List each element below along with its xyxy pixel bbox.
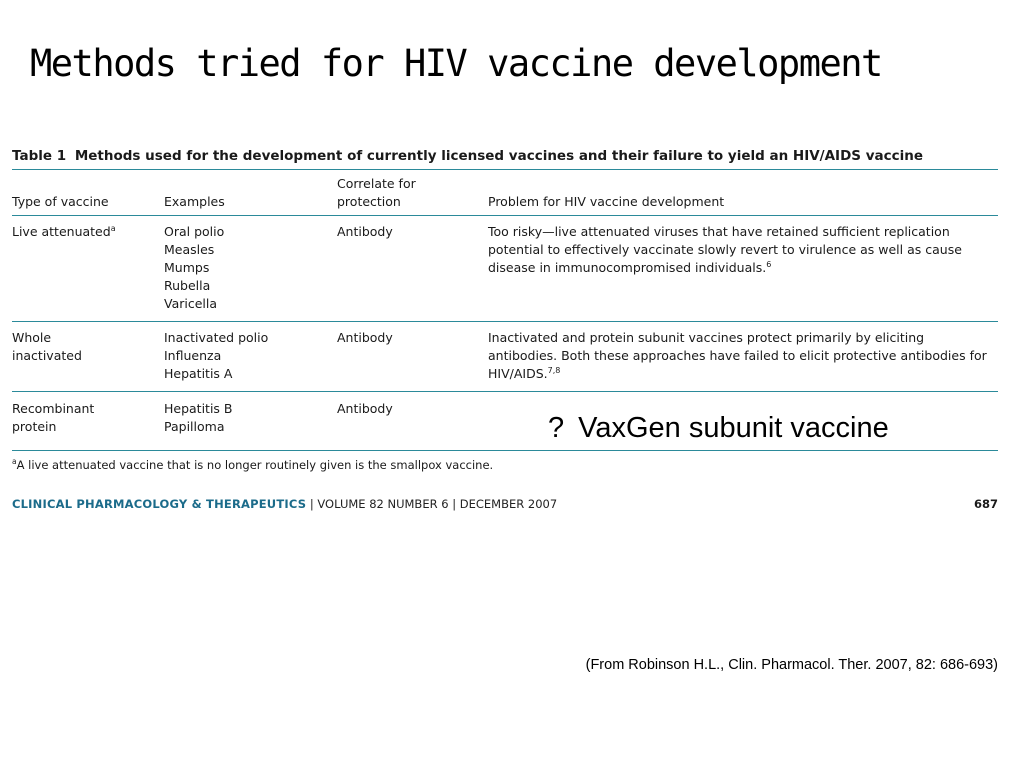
example-item: Influenza [164, 348, 222, 363]
table-caption-text: Methods used for the development of currently licensed vaccines and their failure to yield an HIV/AIDS vaccine [74, 148, 924, 164]
cell-correlate: Antibody [337, 330, 393, 345]
journal-citation [12, 497, 557, 511]
table-label: Table 1 [12, 148, 67, 164]
type-text: Whole [12, 330, 52, 345]
question-mark: ? [548, 412, 565, 444]
example-item: Mumps [164, 260, 210, 275]
table-row [12, 322, 998, 392]
problem-line: potential to effectively vaccinate slowly revert to virulence as well as cause [488, 242, 962, 257]
footnote-mark: a [12, 457, 17, 467]
reference-sup: 7,8 [547, 365, 561, 375]
cell-examples [164, 223, 337, 313]
journal-name: CLINICAL PHARMACOLOGY & THERAPEUTICS [12, 497, 307, 511]
header-correlate-line1: Correlate for [337, 176, 416, 191]
page-number: 687 [973, 497, 998, 511]
table-caption [12, 146, 998, 170]
journal-footer [12, 497, 998, 511]
footnote-ref: a [110, 223, 116, 233]
header-correlate [337, 175, 488, 211]
article-excerpt [12, 146, 998, 511]
annotation-text: VaxGen subunit vaccine [578, 412, 889, 444]
example-item: Hepatitis A [164, 366, 233, 381]
example-item: Papilloma [164, 419, 225, 434]
example-item: Measles [164, 242, 215, 257]
type-text: Recombinant [12, 401, 95, 416]
type-text: inactivated [12, 348, 82, 363]
example-item: Hepatitis B [164, 401, 233, 416]
cell-problem [488, 223, 998, 313]
example-item: Oral polio [164, 224, 225, 239]
source-citation: (From Robinson H.L., Clin. Pharmacol. Ther. 2007, 82: 686-693) [585, 657, 998, 673]
problem-line: antibodies. Both these approaches have failed to elicit protective antibodies for [488, 348, 987, 363]
table-header-row [12, 170, 998, 216]
cell-problem [488, 329, 998, 383]
problem-line: HIV/AIDS. [488, 366, 548, 381]
type-text: Live attenuated [12, 224, 111, 239]
cell-type [12, 400, 164, 442]
example-item: Rubella [164, 278, 211, 293]
journal-meta: | VOLUME 82 NUMBER 6 | DECEMBER 2007 [306, 497, 558, 511]
header-correlate-line2: protection [337, 194, 401, 209]
cell-type [12, 329, 164, 383]
cell-type [12, 223, 164, 313]
header-examples: Examples [164, 194, 225, 209]
footnote-text: A live attenuated vaccine that is no longer routinely given is the smallpox vaccine. [16, 458, 494, 472]
table-footnote [12, 451, 998, 473]
cell-correlate: Antibody [337, 224, 393, 239]
slide-title: Methods tried for HIV vaccine development [30, 42, 882, 85]
cell-examples [164, 329, 337, 383]
cell-correlate: Antibody [337, 401, 393, 416]
table-row [12, 216, 998, 322]
header-problem: Problem for HIV vaccine development [488, 194, 725, 209]
example-item: Varicella [164, 296, 218, 311]
cell-examples [164, 400, 337, 442]
vaxgen-annotation [548, 410, 889, 446]
type-text: protein [12, 419, 57, 434]
problem-line: Inactivated and protein subunit vaccines protect primarily by eliciting [488, 330, 925, 345]
example-item: Inactivated polio [164, 330, 269, 345]
header-type: Type of vaccine [12, 194, 109, 209]
problem-line: Too risky—live attenuated viruses that have retained sufficient replication [488, 224, 950, 239]
problem-line: disease in immunocompromised individuals. [488, 260, 767, 275]
reference-sup: 6 [766, 259, 772, 269]
